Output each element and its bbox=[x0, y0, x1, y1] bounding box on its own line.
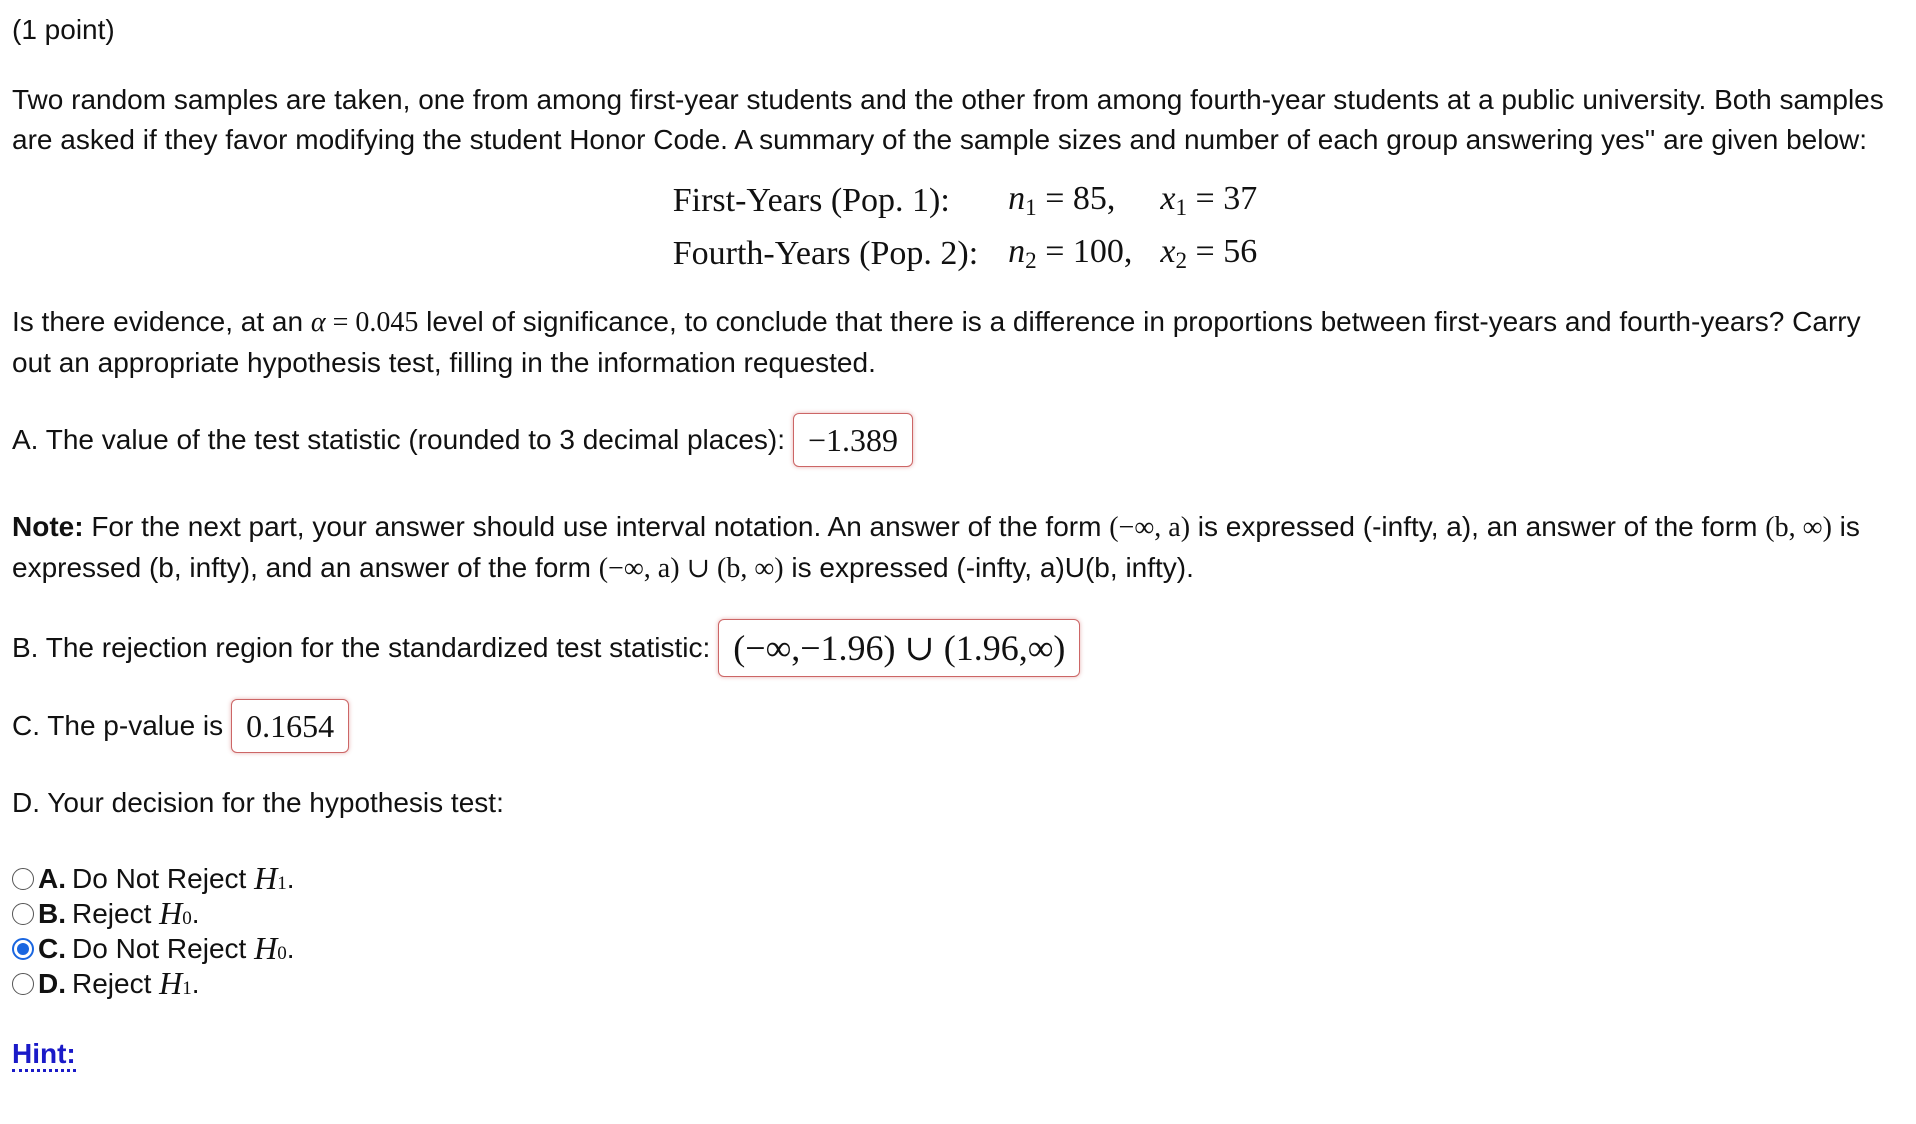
alpha-value: 0.045 bbox=[355, 307, 419, 338]
option-b[interactable]: B. Reject H 0 . bbox=[12, 896, 1904, 931]
yes-count: x1 = 37 bbox=[1160, 180, 1258, 221]
sample-size: n2 = 100, bbox=[1008, 233, 1133, 274]
note-label: Note: bbox=[12, 511, 84, 542]
rejection-region-answer[interactable]: (−∞,−1.96) ∪ (1.96,∞) bbox=[718, 619, 1080, 677]
part-a-label: A. The value of the test statistic (rounded to 3 decimal places): bbox=[12, 424, 785, 455]
sample-summary bbox=[12, 174, 1904, 280]
alpha-symbol: α bbox=[310, 307, 326, 338]
decision-options bbox=[12, 861, 1904, 1001]
sample-table bbox=[673, 174, 1257, 280]
part-b-label: B. The rejection region for the standardized test statistic: bbox=[12, 632, 711, 663]
option-d[interactable]: D. Reject H 1 . bbox=[12, 966, 1904, 1001]
part-a bbox=[12, 413, 1904, 467]
sample-size: n1 = 85, bbox=[1008, 180, 1116, 221]
point-value: (1 point) bbox=[12, 14, 115, 45]
option-c[interactable]: C. Do Not Reject H 0 . bbox=[12, 931, 1904, 966]
row-label: First-Years (Pop. 1): bbox=[672, 181, 950, 219]
row-label: Fourth-Years (Pop. 2): bbox=[672, 234, 979, 272]
hint-link[interactable]: Hint: bbox=[12, 1039, 76, 1072]
yes-count: x2 = 56 bbox=[1160, 233, 1258, 274]
radio-button[interactable] bbox=[12, 973, 34, 995]
table-row bbox=[673, 227, 1257, 280]
problem-intro: Two random samples are taken, one from among first-year students and the other from among fourth-year students at a public university. Both samples are asked if they favor modifying the student Honor Code. A summary of the sample sizes and number of each group answering yes'' are given below: bbox=[12, 84, 1884, 155]
test-statistic-answer[interactable]: −1.389 bbox=[793, 413, 913, 467]
part-c bbox=[12, 699, 1904, 753]
table-row bbox=[673, 174, 1257, 227]
option-a[interactable]: A. Do Not Reject H 1 . bbox=[12, 861, 1904, 896]
part-c-label: C. The p-value is bbox=[12, 710, 224, 741]
p-value-answer[interactable]: 0.1654 bbox=[231, 699, 349, 753]
part-b bbox=[12, 619, 1904, 677]
radio-button[interactable] bbox=[12, 868, 34, 890]
part-d-label: D. Your decision for the hypothesis test: bbox=[12, 787, 504, 818]
radio-button[interactable] bbox=[12, 903, 34, 925]
radio-button[interactable] bbox=[12, 938, 34, 960]
interval-note: Note: For the next part, your answer should use interval notation. An answer of the form (−∞, a) is expressed (-infty, a), an answer of the form (b, ∞) is expressed (b, infty), and an answer of the form (−∞, a) ∪ (b, ∞) is expressed (-infty, a)U(b, infty). bbox=[12, 511, 1860, 584]
question-text: Is there evidence, at an α = 0.045 level of significance, to conclude that there is a difference in proportions between first-years and fourth-years? Carry out an appropriate hypothesis test, filling in the information requested. bbox=[12, 306, 1861, 378]
